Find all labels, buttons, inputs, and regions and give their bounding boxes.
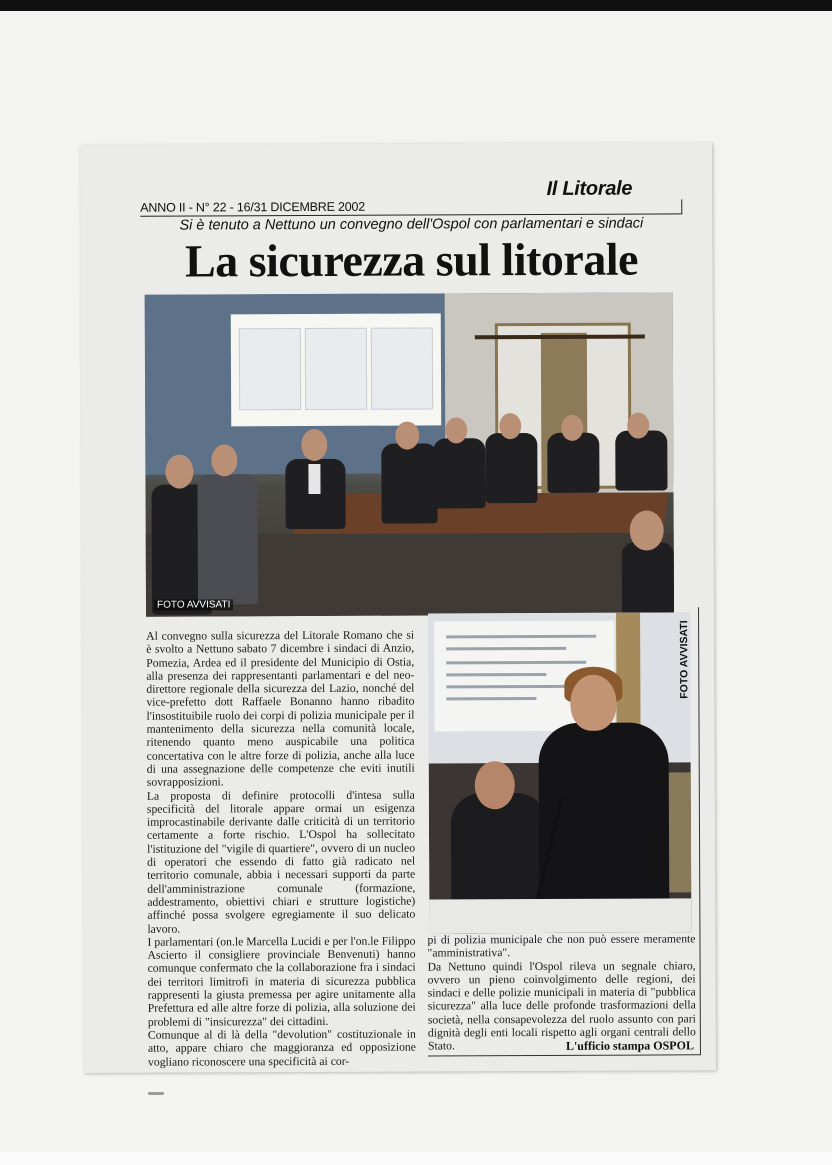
issue-line: ANNO II - N° 22 - 16/31 DICEMBRE 2002 [140,199,366,215]
article-column-2 [427,932,696,1053]
kicker: Si è tenuto a Nettuno un convegno dell'Ospol con parlamentari e sindaci [179,215,644,234]
signature: L'ufficio stampa OSPOL [565,1038,694,1053]
conference-photo [145,292,674,616]
posters [231,313,441,426]
newspaper-clipping [80,142,716,1073]
paragraph: La proposta di definire protocolli d'intesa sulla specificità del litorale appare ormai un esigenza improcastinabile derivante dalle criticità di un territorio certamente a forte rischio. L'Ospol ha sollecitato l'istituzione del "vigile di quartiere", ovvero di un nucleo di operatori che essendo di fatto già radicato nel territorio comunale, abbia i necessari supporti da parte dell'amministrazione comunale (formazione, addestramento, obiettivi chiari e strutture logistiche) affinché possa svolgere egregiamente il suo delicato lavoro. [146,788,416,936]
footer-rule [428,1054,700,1056]
paragraph: I parlamentari (on.le Marcella Lucidi e per l'on.le Filippo Ascierto il consigliere provinciale Benvenuti) hanno comunque confermato che la collaborazione fra i sindaci dei territori limitrofi in materia di sicurezza pubblica rappresenti la giusta premessa per agire unitamente alla Prefettura ed alle altre forze di polizia, alla soluzione dei problemi di "insicurezza" dei cittadini. [147,934,416,1029]
speaker-photo [428,612,691,933]
photo-credit: FOTO AVVISATI [154,599,233,610]
photo-credit-vertical: FOTO AVVISATI [678,620,691,699]
scan-speck [148,1092,164,1095]
header-divider [681,199,682,213]
paragraph: Comunque al di là della "devolution" costituzionale in atto, appare chiaro che maggioranza ed opposizione vogliano riconoscere una specificità ai cor- [147,1027,416,1069]
article-column-1 [146,629,416,1069]
scanner-top-border [0,0,832,11]
paragraph: Al convegno sulla sicurezza del Litorale Romano che si è svolto a Nettuno sabato 7 dicembre i sindaci di Anzio, Pomezia, Ardea ed il presidente del Municipio di Ostia, alla presenza dei rappresentanti parlamentari e del neo-direttore regionale della sicurezza del Lazio, nonché del vice-prefetto dott Raffaele Bonanno hanno ribadito l'insostituibile ruolo dei corpi di polizia municipale per il mantenimento della sicurezza nella comunità locale, ritenendo quanto meno auspicabile una politica concertativa con le altre forze di polizia, anche alla luce di una assegnazione delle competenze che eviti inutili sovrapposizioni. [146,628,415,789]
masthead: Il Litorale [546,177,633,200]
paragraph: pi di polizia municipale che non può essere meramente "amministrativa". [427,932,696,960]
scanner-bottom-strip [0,1152,832,1165]
headline: La sicurezza sul litorale [184,233,639,287]
paragraph: Da Nettuno quindi l'Ospol rileva un segnale chiaro, ovvero un pieno coinvolgimento delle regioni, dei sindaci e delle polizie municipali in materia di "pubblica sicurezza" alla luce delle profonde trasformazioni della società, nella consapevolezza del ruolo assunto con pari dignità degli enti locali rispetto agli organi centrali dello Stato. [427,958,696,1053]
column-rule [698,607,701,1055]
